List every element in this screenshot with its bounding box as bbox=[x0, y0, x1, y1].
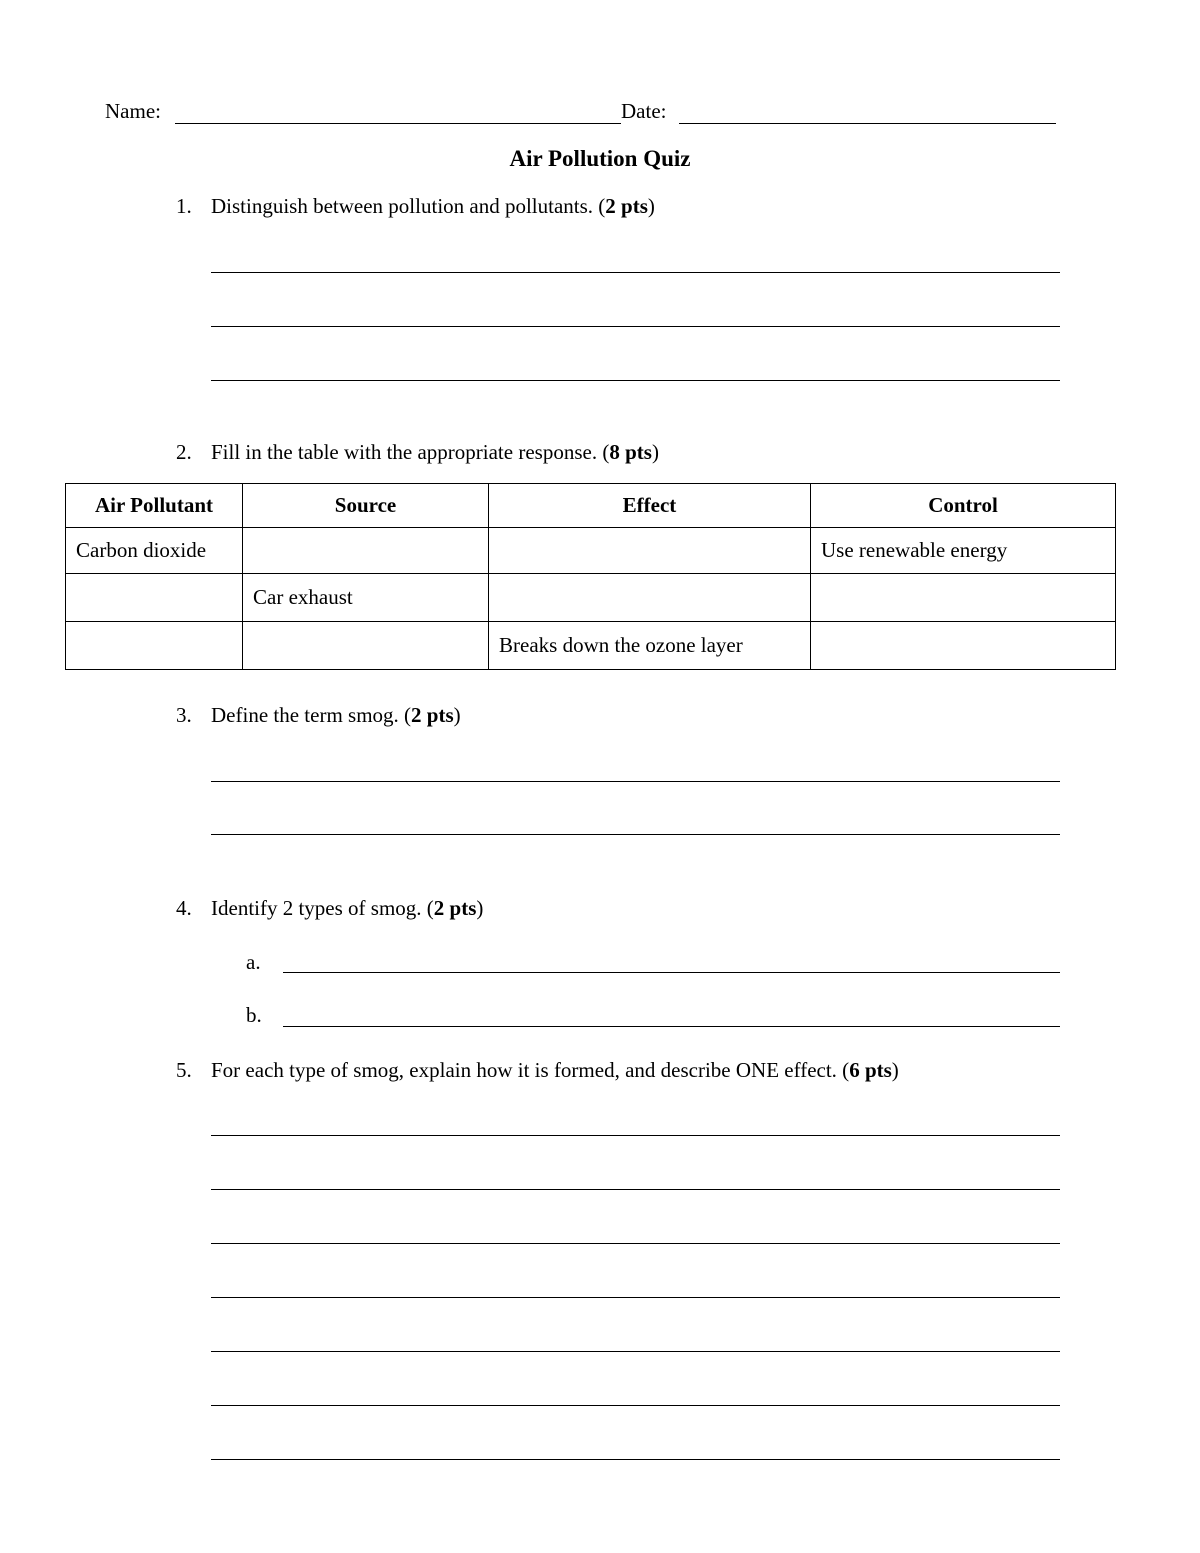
table-cell: Use renewable energy bbox=[811, 528, 1116, 574]
question-4-close: ) bbox=[476, 896, 484, 920]
question-5-prompt: For each type of smog, explain how it is formed, and describe ONE effect. ( bbox=[211, 1058, 850, 1082]
table-header-source: Source bbox=[243, 484, 489, 528]
table-cell-blank[interactable] bbox=[811, 622, 1116, 670]
date-label: Date: bbox=[621, 99, 667, 123]
question-1-points: 2 pts bbox=[605, 194, 648, 218]
question-5-close: ) bbox=[891, 1058, 899, 1082]
table-cell-blank[interactable] bbox=[66, 574, 243, 622]
table-cell-blank[interactable] bbox=[489, 574, 811, 622]
sub-item-b-answer-line[interactable] bbox=[283, 1026, 1060, 1027]
question-5-text bbox=[211, 1058, 899, 1082]
question-3-close: ) bbox=[453, 703, 461, 727]
answer-line[interactable] bbox=[211, 380, 1060, 381]
pollutant-table bbox=[65, 483, 1116, 670]
table-cell-blank[interactable] bbox=[811, 574, 1116, 622]
answer-line[interactable] bbox=[211, 781, 1060, 782]
question-5-points: 6 pts bbox=[849, 1058, 892, 1082]
table-cell: Car exhaust bbox=[243, 574, 489, 622]
answer-line[interactable] bbox=[211, 834, 1060, 835]
table-cell-blank[interactable] bbox=[66, 622, 243, 670]
question-3-prompt: Define the term smog. ( bbox=[211, 703, 412, 727]
sub-item-b-label: b. bbox=[246, 1003, 262, 1027]
table-header-effect: Effect bbox=[489, 484, 811, 528]
table-header-row bbox=[66, 484, 1116, 528]
table-row bbox=[66, 622, 1116, 670]
answer-line[interactable] bbox=[211, 1189, 1060, 1190]
question-3-number: 3. bbox=[176, 703, 192, 727]
question-3-points: 2 pts bbox=[411, 703, 454, 727]
question-2-number: 2. bbox=[176, 440, 192, 464]
question-5-number: 5. bbox=[176, 1058, 192, 1082]
table-cell: Carbon dioxide bbox=[66, 528, 243, 574]
question-2-prompt: Fill in the table with the appropriate response. ( bbox=[211, 440, 610, 464]
name-label: Name: bbox=[105, 99, 161, 123]
answer-line[interactable] bbox=[211, 326, 1060, 327]
question-1-prompt: Distinguish between pollution and pollutants. ( bbox=[211, 194, 606, 218]
answer-line[interactable] bbox=[211, 1243, 1060, 1244]
sub-item-a-label: a. bbox=[246, 950, 261, 974]
answer-line[interactable] bbox=[211, 272, 1060, 273]
question-2-points: 8 pts bbox=[609, 440, 652, 464]
question-4-text bbox=[211, 896, 483, 920]
answer-line[interactable] bbox=[211, 1135, 1060, 1136]
answer-line[interactable] bbox=[211, 1405, 1060, 1406]
table-cell-blank[interactable] bbox=[243, 622, 489, 670]
name-field[interactable] bbox=[175, 123, 621, 124]
page-title: Air Pollution Quiz bbox=[509, 146, 691, 171]
table-cell-blank[interactable] bbox=[489, 528, 811, 574]
question-1-text bbox=[211, 194, 655, 218]
table-header-control: Control bbox=[811, 484, 1116, 528]
table-cell: Breaks down the ozone layer bbox=[489, 622, 811, 670]
date-field[interactable] bbox=[679, 123, 1056, 124]
sub-item-a-answer-line[interactable] bbox=[283, 972, 1060, 973]
table-cell-blank[interactable] bbox=[243, 528, 489, 574]
question-3-text bbox=[211, 703, 461, 727]
answer-line[interactable] bbox=[211, 1459, 1060, 1460]
table-header-air-pollutant: Air Pollutant bbox=[66, 484, 243, 528]
answer-line[interactable] bbox=[211, 1297, 1060, 1298]
answer-line[interactable] bbox=[211, 1351, 1060, 1352]
question-2-close: ) bbox=[651, 440, 659, 464]
question-1-close: ) bbox=[647, 194, 655, 218]
question-2-text bbox=[211, 440, 659, 464]
question-1-number: 1. bbox=[176, 194, 192, 218]
question-4-number: 4. bbox=[176, 896, 192, 920]
table-row bbox=[66, 574, 1116, 622]
question-4-points: 2 pts bbox=[433, 896, 477, 920]
question-4-prompt: Identify 2 types of smog. ( bbox=[211, 896, 434, 920]
table-row bbox=[66, 528, 1116, 574]
